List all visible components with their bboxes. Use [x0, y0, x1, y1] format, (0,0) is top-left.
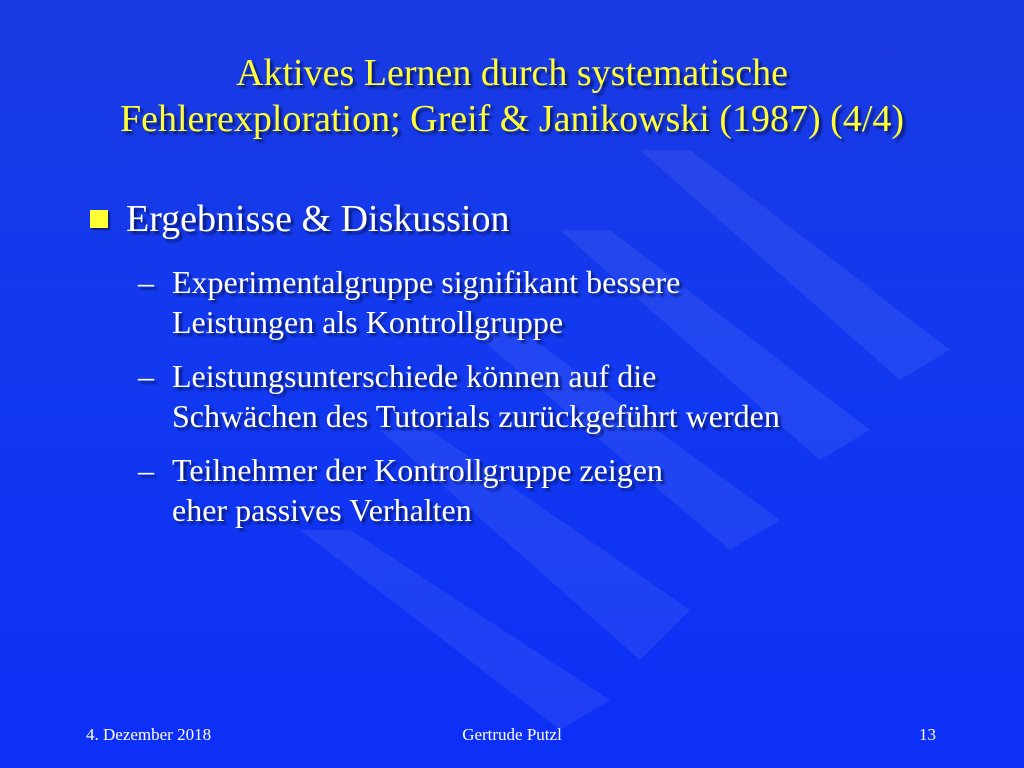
dash-bullet-icon: – — [138, 452, 154, 488]
footer-date: 4. Dezember 2018 — [86, 725, 212, 744]
slide-title-line-1: Aktives Lernen durch systematische — [236, 52, 788, 94]
subpoint-text-line: Leistungen als Kontrollgruppe — [172, 304, 564, 340]
main-bullet-label: Ergebnisse & Diskussion — [126, 198, 510, 240]
subpoint-text-line: Teilnehmer der Kontrollgruppe zeigen — [172, 452, 663, 488]
subpoint-text-line: Leistungsunterschiede können auf die — [172, 358, 657, 394]
main-bullet — [90, 196, 510, 242]
subpoint-item — [138, 262, 978, 342]
subpoint-item — [138, 356, 978, 436]
subpoint-item — [138, 450, 978, 530]
footer-author: Gertrude Putzl — [462, 725, 562, 744]
subpoint-text-line: eher passives Verhalten — [172, 492, 472, 528]
subpoint-text-line: Schwächen des Tutorials zurückgeführt werden — [172, 398, 780, 434]
square-bullet-icon — [90, 210, 108, 228]
dash-bullet-icon: – — [138, 264, 154, 300]
slide-title-line-2: Fehlerexploration; Greif & Janikowski (1987) (4/4) — [119, 98, 905, 140]
subpoint-list — [138, 262, 978, 544]
footer-page-number: 13 — [919, 725, 936, 744]
dash-bullet-icon: – — [138, 358, 154, 394]
subpoint-text-line: Experimentalgruppe signifikant bessere — [172, 264, 681, 300]
slide-title — [0, 50, 1024, 142]
